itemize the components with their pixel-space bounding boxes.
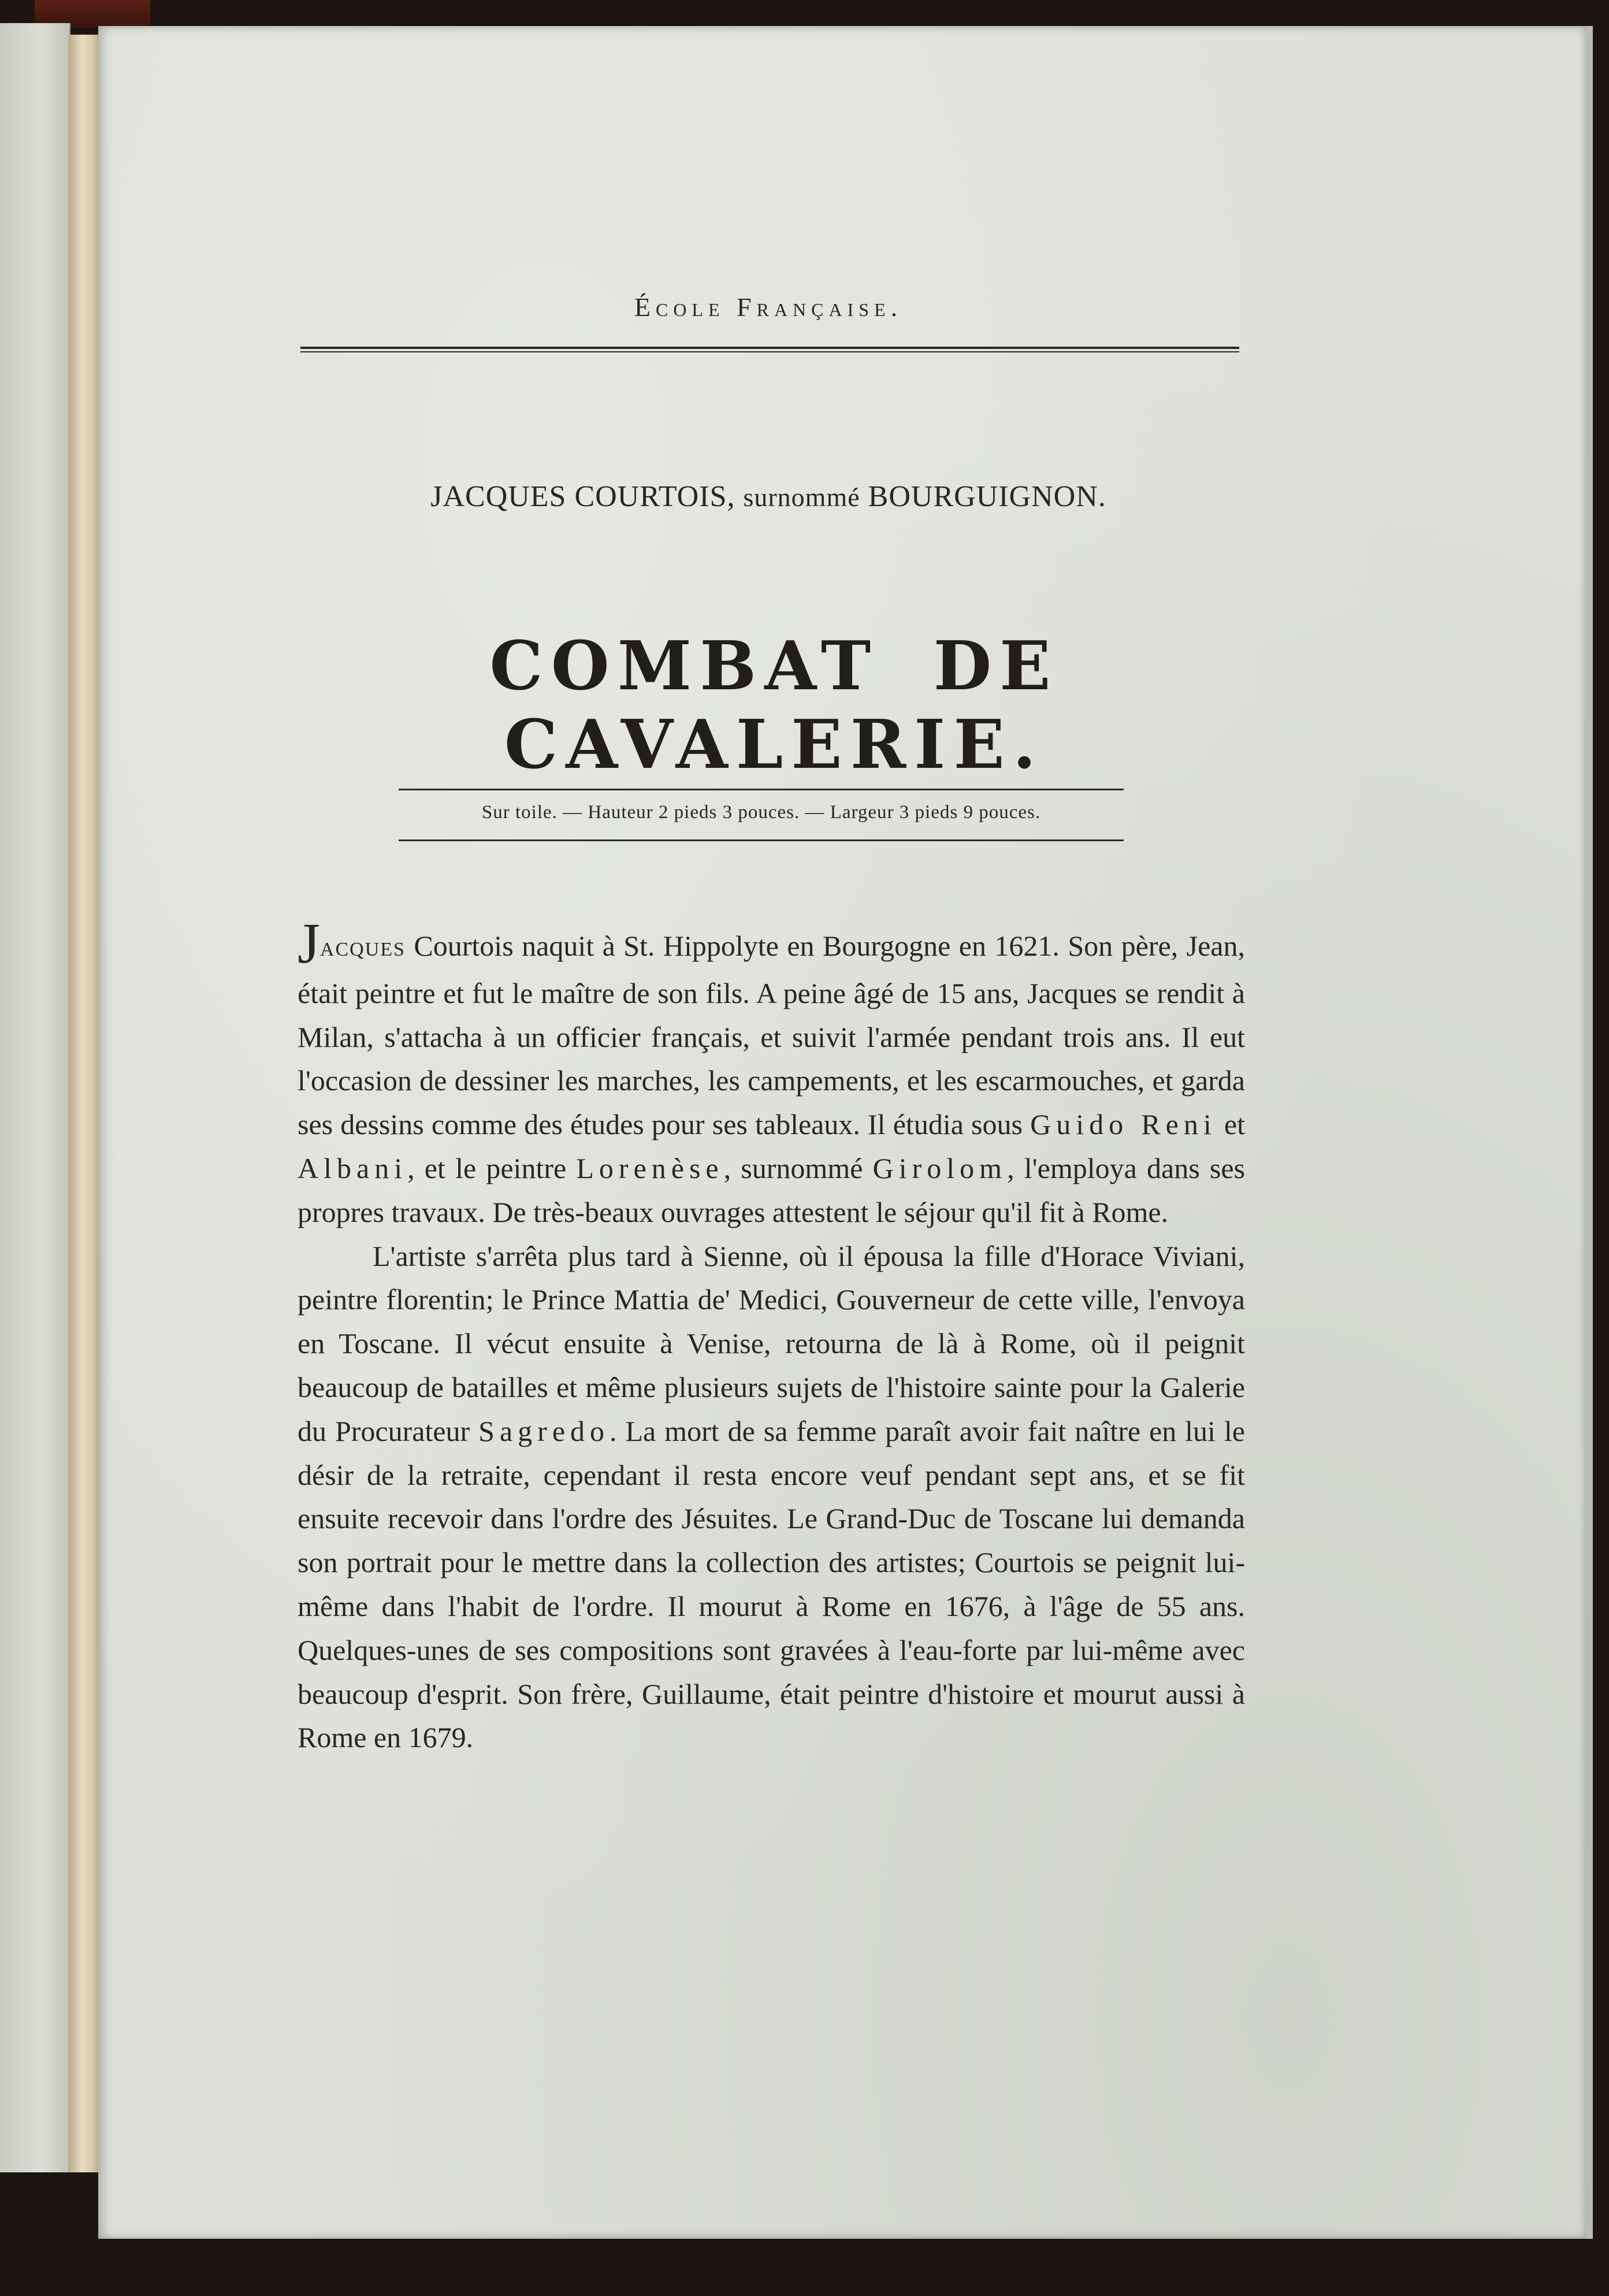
dimensions-rule-bottom — [399, 839, 1124, 841]
page-gutter — [68, 35, 103, 2172]
dimensions-line: Sur toile. — Hauteur 2 pieds 3 pouces. — Largeur 3 pieds 9 pouces. — [481, 802, 1041, 823]
previous-leaf — [0, 23, 70, 2172]
text-run: , et le peintre — [407, 1151, 577, 1184]
spaced-name-girolom: Girolom — [872, 1151, 1008, 1184]
spaced-name-albani: Albani — [298, 1151, 408, 1184]
school-heading: École Française. — [634, 292, 903, 322]
text-run: Courtois naquit à St. Hippolyte en Bourgogne en 1621. Son père, Jean, était peintre et fut le maître de son fils. A peine âgé de 15 ans, Jacques se rendit à Milan, s'attacha à un officier français, et suivit l'armée pendant trois ans. Il eut l'occasion de dessiner les marches, les campements, et les escarmouches, et garda ses dessins comme des études pour ses tableaux. Il étudia sous — [298, 930, 1245, 1141]
paragraph-2 — [298, 1235, 1245, 1760]
spaced-name-sagredo: Sagredo — [478, 1414, 610, 1447]
artist-nickname: BOURGUIGNON. — [868, 480, 1106, 513]
text-run: L'artiste s'arrêta plus tard à Sienne, où il épousa la fille d'Horace Viviani, peintre florentin; le Prince Mattia de' Medici, Gouverneur de cette ville, l'envoya en Toscane. Il vécut ensuite à Venise, retourna de là à Rome, où il peignit beaucoup de batailles et même plusieurs sujets de l'histoire sainte pour la Galerie du Procurateur — [298, 1239, 1245, 1447]
artist-name: JACQUES COURTOIS, — [430, 480, 735, 513]
artist-connector: surnommé — [743, 482, 860, 512]
first-word-smallcaps: ACQUES — [319, 939, 406, 960]
spaced-name-guido-reni: Guido Reni — [1030, 1108, 1217, 1141]
text-run: , l'employa dans ses propres travaux. De très-beaux ouvrages attestent le séjour qu'il fit à Rome. — [298, 1151, 1245, 1228]
artist-line — [298, 480, 1239, 514]
drop-cap: J — [298, 911, 320, 975]
dimensions-rule-top — [399, 789, 1124, 790]
header-rule — [300, 347, 1239, 352]
spaced-name-lorenese: Lorenèse — [576, 1151, 724, 1184]
paragraph-1 — [298, 911, 1245, 1235]
body-text — [298, 911, 1245, 1760]
page-edge — [1586, 26, 1593, 2239]
text-run: , surnommé — [723, 1151, 873, 1184]
text-run: et — [1216, 1108, 1245, 1141]
page-title: COMBAT DE CAVALERIE. — [489, 627, 1059, 784]
text-run: . La mort de sa femme paraît avoir fait naître en lui le désir de la retraite, cependant il resta encore veuf pendant sept ans, et se fit ensuite recevoir dans l'ordre des Jésuites. Le Grand-Duc de Toscane lui demanda son portrait pour le mettre dans la collection des artistes; Courtois se peignit lui-même dans l'habit de l'ordre. Il mourut à Rome en 1676, à l'âge de 55 ans. Quelques-unes de ses compositions sont gravées à l'eau-forte par lui-même avec beaucoup d'esprit. Son frère, Guillaume, était peintre d'histoire et mourut aussi à Rome en 1679. — [298, 1414, 1245, 1754]
